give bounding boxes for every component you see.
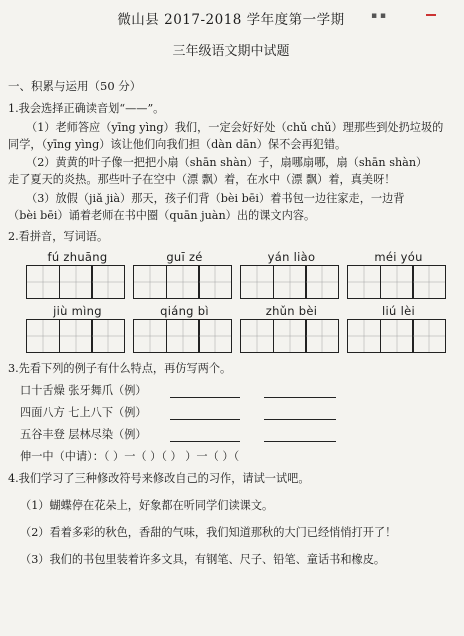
writing-box[interactable] — [198, 265, 232, 299]
writing-box[interactable] — [305, 319, 339, 353]
writing-box[interactable] — [166, 265, 200, 299]
pinyin-word — [347, 249, 450, 299]
pinyin-text: jiù mìng — [53, 304, 102, 319]
pinyin-word — [240, 249, 343, 299]
question-4-title: 4.我们学习了三种修改符号来修改自己的习作，请试一试吧。 — [8, 472, 310, 486]
example-text: 四面八方 七上八下（例） — [20, 405, 147, 419]
example-row — [20, 405, 454, 422]
pinyin-word — [347, 303, 450, 353]
writing-box[interactable] — [59, 265, 93, 299]
writing-box[interactable] — [273, 319, 307, 353]
writing-box[interactable] — [26, 319, 60, 353]
writing-box[interactable] — [240, 319, 274, 353]
writing-box[interactable] — [412, 265, 446, 299]
writing-box[interactable] — [380, 319, 414, 353]
fill-row[interactable]: 伸一中（中请）：（ ）一（ ）（ ） ）一（ ）（ — [20, 449, 240, 463]
pinyin-word — [133, 249, 236, 299]
q1-line: 走了夏天的炎热。那些叶子在空中（漂 飘）着，在水中（漂 飘）着，真美呀！ — [8, 173, 396, 187]
q1-line: （1）老师答应（yīng yìng）我们，一定会好好处（chǔ chǔ）理那些到处扔垃圾的 — [26, 120, 444, 134]
writing-box[interactable] — [91, 319, 125, 353]
q1-line: （bèi bēi）诵着老师在书中圈（quān juàn）出的课文内容。 — [8, 208, 316, 222]
answer-blank[interactable] — [264, 385, 336, 398]
exam-title: 微山县 2017-2018 学年度第一学期 — [117, 12, 345, 28]
pinyin-text: liú lèi — [382, 304, 415, 319]
q1-line: （2）黄黄的叶子像一把把小扇（shān shàn）子，扇哪扇哪，扇（shān shàn） — [26, 156, 428, 170]
example-row — [20, 427, 454, 444]
writing-box[interactable] — [412, 319, 446, 353]
writing-box[interactable] — [133, 265, 167, 299]
question-3-title: 3.先看下列的例子有什么特点，再仿写两个。 — [8, 362, 232, 376]
ink-mark: ▪ ▪ — [370, 11, 386, 21]
writing-box[interactable] — [166, 319, 200, 353]
section-1-title: 一、积累与运用（50 分） — [8, 78, 142, 93]
pinyin-text: méi yóu — [374, 250, 423, 265]
writing-box[interactable] — [91, 265, 125, 299]
example-text: 口十舌燥 张牙舞爪（例） — [20, 384, 147, 398]
exam-subtitle: 三年级语文期中试题 — [172, 44, 290, 60]
question-2-title: 2.看拼音，写词语。 — [8, 229, 109, 243]
writing-box[interactable] — [59, 319, 93, 353]
pinyin-text: yán liào — [267, 250, 316, 265]
pinyin-word — [26, 303, 129, 353]
writing-box[interactable] — [273, 265, 307, 299]
writing-box[interactable] — [347, 265, 381, 299]
pinyin-word — [240, 303, 343, 353]
writing-box[interactable] — [198, 319, 232, 353]
answer-blank[interactable] — [170, 407, 240, 420]
question-1 — [8, 101, 454, 225]
writing-box[interactable] — [240, 265, 274, 299]
answer-blank[interactable] — [264, 407, 336, 420]
writing-box[interactable] — [305, 265, 339, 299]
answer-blank[interactable] — [170, 385, 240, 398]
q4-sentence: （2）看着多彩的秋色，香甜的气味，我们知道那秋的大门已经悄悄打开了！ — [20, 525, 397, 539]
q4-sentence: （3）我们的书包里装着许多文具，有钢笔、尺子、铅笔、童话书和橡皮。 — [20, 552, 386, 566]
q1-line: 同学，（yīng yìng）该让他们向我们担（dàn dān）保不会再犯错。 — [8, 137, 347, 151]
example-text: 五谷丰登 层林尽染（例） — [20, 427, 147, 441]
pinyin-word — [133, 303, 236, 353]
answer-blank[interactable] — [170, 429, 240, 442]
q4-sentence: （1）蝴蝶停在花朵上，好象都在听同学们读课文。 — [20, 499, 274, 513]
pinyin-row-1 — [26, 249, 454, 299]
pinyin-text: qiáng bì — [160, 304, 209, 319]
pinyin-text: guī zé — [166, 250, 203, 265]
pinyin-text: fú zhuāng — [47, 250, 108, 265]
writing-box[interactable] — [133, 319, 167, 353]
q1-line: （3）放假（jiǎ jià）那天，孩子们背（bèi bēi）着书包一边往家走，一边背 — [26, 191, 405, 205]
example-row — [20, 383, 454, 400]
question-1-title: 1.我会选择正确读音划“——”。 — [8, 102, 165, 115]
red-ink-mark — [426, 14, 436, 16]
answer-blank[interactable] — [264, 429, 336, 442]
writing-box[interactable] — [26, 265, 60, 299]
pinyin-word — [26, 249, 129, 299]
writing-box[interactable] — [380, 265, 414, 299]
pinyin-row-2 — [26, 303, 454, 353]
pinyin-text: zhǔn bèi — [265, 304, 318, 319]
writing-box[interactable] — [347, 319, 381, 353]
